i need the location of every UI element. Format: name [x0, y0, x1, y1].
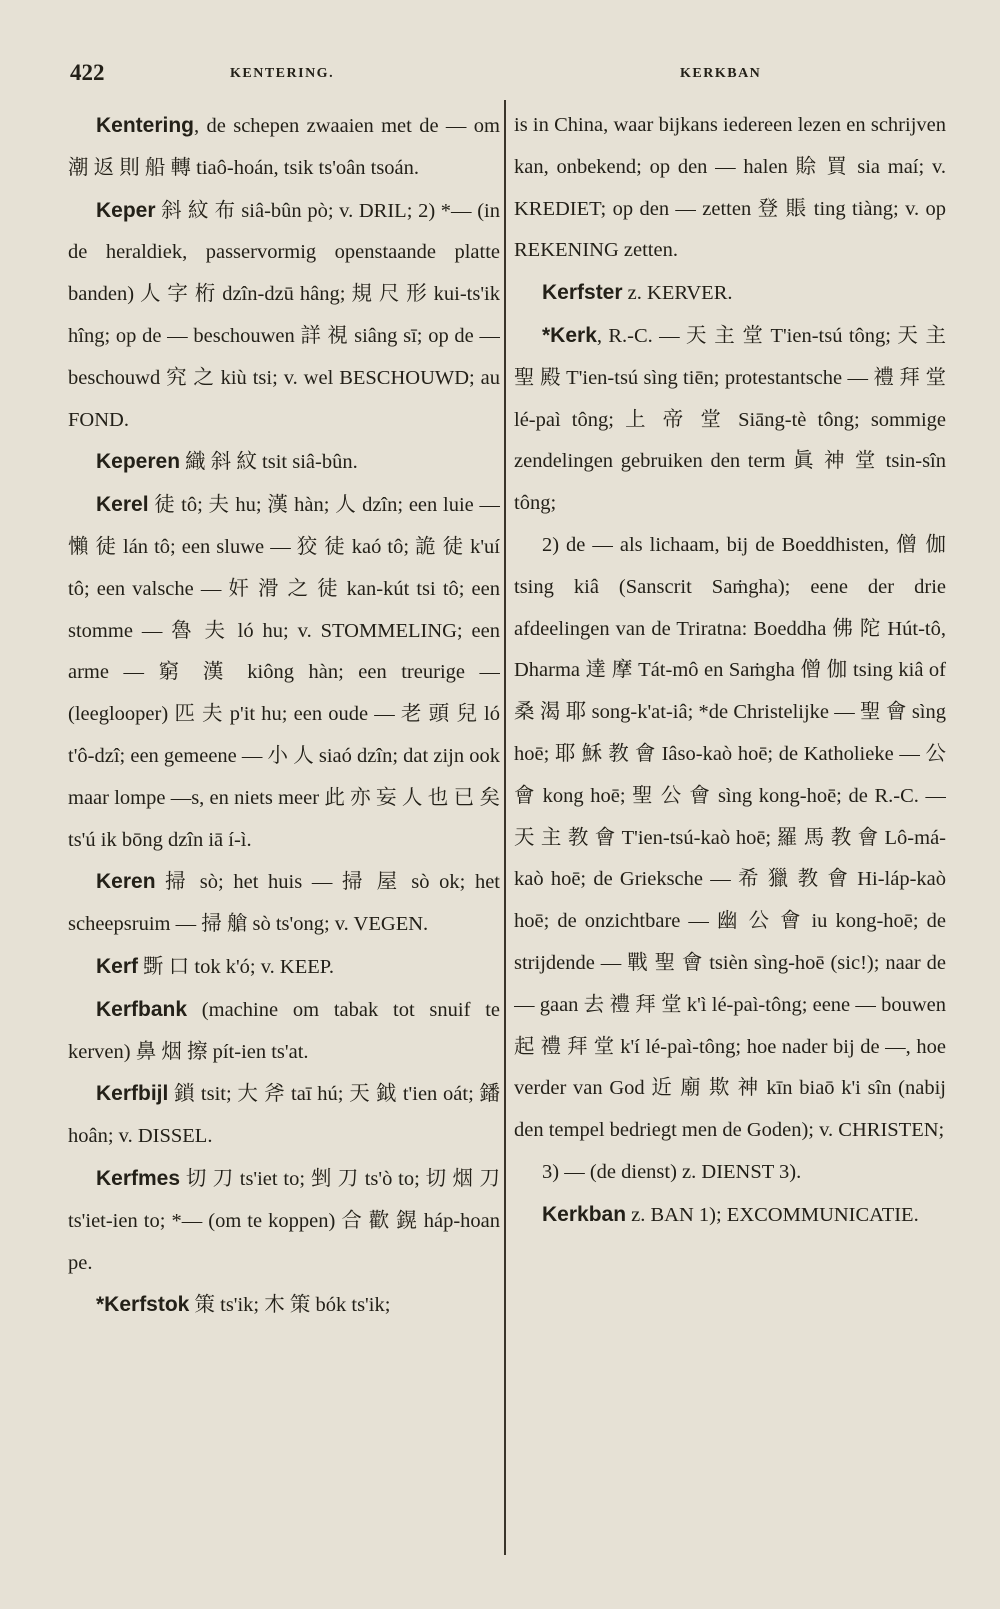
column-divider [504, 100, 506, 1555]
entry-text: 3) — (de dienst) z. DIENST 3). [542, 1160, 802, 1183]
page-header [70, 52, 960, 92]
dictionary-entry [68, 1284, 500, 1327]
dictionary-entry [68, 861, 500, 946]
dictionary-entry [514, 1194, 946, 1237]
dictionary-entry [68, 105, 500, 190]
entry-text: z. KERVER. [622, 282, 733, 305]
entry-headword: Kerfster [542, 281, 623, 305]
entry-text: is in China, waar bijkans iedereen lezen en schrijven kan, onbekend; op den — halen 賒 買 sia maí; v. KREDIET; op den — zetten 登 賬 ting tiàng; v. op REKENING zetten. [514, 114, 946, 262]
entry-text: (machine om tabak tot snuif te kerven) 鼻 烟 擦 pít-ien ts'at. [68, 998, 500, 1063]
entry-text: 策 ts'ik; 木 策 bók ts'ik; [189, 1294, 391, 1317]
left-running-head: KENTERING. [230, 66, 335, 81]
entry-text: 鎖 tsit; 大 斧 taī hú; 天 鉞 t'ien oát; 鐇 hoân; v. DISSEL. [68, 1083, 500, 1148]
dictionary-entry [514, 105, 946, 272]
dictionary-entry [68, 946, 500, 989]
dictionary-entry [68, 1158, 500, 1284]
entry-text: 斜 紋 布 siâ-bûn pò; v. DRIL; 2) *— (in de heraldiek, passervormig openstaande platte banden) 人 字 桁 dzîn-dzū hâng; 規 尺 形 kui-ts'ik hîng; op de — beschouwen 詳 視 siâng sī; op de — beschouwd 究 之 kiù tsi; v. wel BESCHOUWD; au FOND. [68, 199, 500, 431]
dictionary-entry [68, 190, 500, 442]
entry-headword: Kerfmes [96, 1166, 181, 1190]
entry-headword: Kerkban [542, 1202, 627, 1226]
page-number: 422 [70, 60, 105, 85]
entry-text: , R.-C. — 天 主 堂 T'ien-tsú tông; 天 主 聖 殿 T'ien-tsú sìng tiēn; protestantsche — 禮 拜 堂 lé-paì tông; 上 帝 堂 Siāng-tè tông; sommige zendelingen gebruiken den term 眞 神 堂 tsin-sîn tông; [514, 324, 946, 515]
dictionary-entry [514, 525, 946, 1152]
entry-text: 切 刀 ts'iet to; 剉 刀 ts'ò to; 切 烟 刀 ts'iet-ien to; *— (om te koppen) 合 歡 鎤 háp-hoan pe. [68, 1167, 500, 1274]
entry-headword: Kerfbank [96, 997, 188, 1021]
entry-text: , de schepen zwaaien met de — om 潮 返 則 船 轉 tiaô-hoán, tsik ts'oân tsoán. [68, 115, 500, 179]
dictionary-entry [514, 1152, 946, 1194]
entry-headword: Keren [96, 870, 156, 894]
entry-headword: Kerfbijl [96, 1082, 169, 1106]
entry-headword: Keper [96, 198, 156, 222]
dictionary-entry [68, 484, 500, 861]
entry-headword: *Kerk [542, 323, 597, 347]
entry-text: 徒 tô; 夫 hu; 漢 hàn; 人 dzîn; een luie — 懶 徒 lán tô; een sluwe — 狡 徒 kaó tô; 詭 徒 k'uí tô; een valsche — 奸 滑 之 徒 kan-kút tsi tô; een stomme — 魯 夫 ló hu; v. STOMMELING; een arme — 窮 漢 kiông hàn; een treurige — (leeglooper) 匹 夫 p'it hu; een oude — 老 頭 兒 ló t'ô-dzî; een gemeene — 小 人 siaó dzîn; dat zijn ook maar lompe —s, en niets meer 此 亦 妄 人 也 已 矣 ts'ú ik bōng dzîn iā í-ì. [68, 494, 500, 851]
entry-headword: *Kerfstok [96, 1293, 190, 1317]
entry-text: 斲 口 tok k'ó; v. KEEP. [138, 955, 334, 978]
entry-headword: Kerel [96, 493, 149, 517]
entry-text: 掃 sò; het huis — 掃 屋 sò ok; het scheepsruim — 掃 艙 sò ts'ong; v. VEGEN. [68, 871, 500, 936]
entry-headword: Kentering [96, 114, 195, 137]
entry-text: 2) de — als lichaam, bij de Boeddhisten, 僧 伽 tsing kiâ (Sanscrit Saṁgha); eene der drie afdeelingen van de Triratna: Boeddha 佛 陀 Hút-tô, Dharma 達 摩 Tát-mô en Saṁgha 僧 伽 tsing kiâ of 桑 渴 耶 song-k'at-iâ; *de Christelijke — 聖 會 sìng hoē; 耶 穌 教 會 Iâso-kaò hoē; de Katholieke — 公 會 kong hoē; 聖 公 會 sìng kong-hoē; de R.-C. — 天 主 教 會 T'ien-tsú-kaò hoē; 羅 馬 教 會 Lô-má-kaò hoē; de Grieksche — 希 獵 教 會 Hi-láp-kaò hoē; de onzichtbare — 幽 公 會 iu kong-hoē; de strijdende — 戰 聖 會 tsièn sìng-hoē (sic!); naar de — gaan 去 禮 拜 堂 k'ì lé-paì-tông; eene — bouwen 起 禮 拜 堂 k'í lé-paì-tông; hoe nader bij de —, hoe verder van God 近 廟 欺 神 kīn biaō k'i sîn (nabij den tempel bedriegt men de Goden); v. CHRISTEN; [514, 533, 946, 1142]
dictionary-entry [68, 989, 500, 1074]
dictionary-entry [68, 1073, 500, 1158]
entry-text: z. BAN 1); EXCOMMUNICATIE. [626, 1203, 919, 1226]
entry-headword: Keperen [96, 450, 181, 474]
right-running-head: KERKBAN [680, 66, 762, 81]
dictionary-entry [514, 272, 946, 315]
right-column [514, 105, 946, 1595]
left-column [68, 105, 500, 1595]
dictionary-entry [68, 441, 500, 484]
entry-headword: Kerf [96, 954, 139, 978]
dictionary-entry [514, 315, 946, 525]
entry-text: 織 斜 紋 tsit siâ-bûn. [180, 451, 358, 474]
